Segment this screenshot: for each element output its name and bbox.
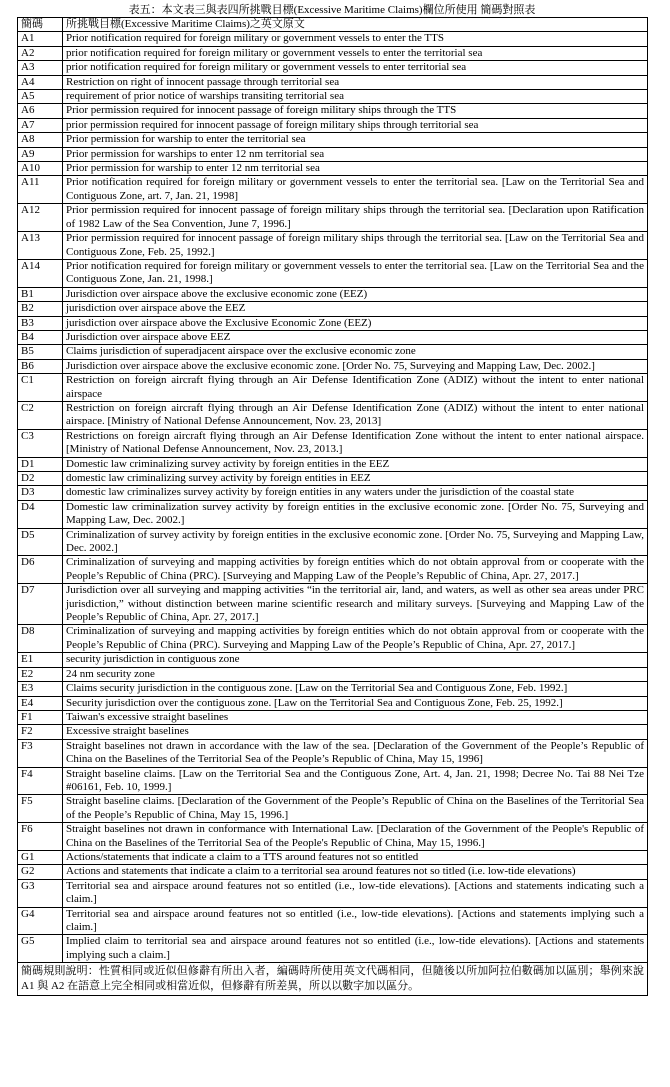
table-row [18, 232, 648, 260]
row-code: A5 [18, 90, 63, 104]
table-row [18, 500, 648, 528]
table-row [18, 259, 648, 287]
table-row [18, 147, 648, 161]
row-description: prior notification required for foreign military or government vessels to enter territorial sea [63, 61, 648, 75]
table-row [18, 667, 648, 681]
table-row [18, 865, 648, 879]
row-code: F6 [18, 823, 63, 851]
row-description: Jurisdiction over all surveying and mapping activities “in the territorial air, land, and waters, as well as other sea areas under PRC jurisdiction,” without distinction between marine scientific research and military surveys. [Surveying and Mapping Law of the People’s Republic of China, Apr. 27, 2017.] [63, 584, 648, 625]
table-title: 表五：本文表三與表四所挑戰目標(Excessive Maritime Claims)欄位所使用 簡碼對照表 [128, 4, 536, 16]
row-code: B5 [18, 345, 63, 359]
row-description: Jurisdiction over airspace above the exclusive economic zone (EEZ) [63, 287, 648, 301]
table-row [18, 739, 648, 767]
row-description: Taiwan's excessive straight baselines [63, 710, 648, 724]
table-row [18, 907, 648, 935]
table-body [18, 32, 648, 963]
table-row [18, 879, 648, 907]
row-description: Domestic law criminalization survey activity by foreign entities in the exclusive economic zone. [Order No. 75, Surveying and Mapping Law, Dec. 2002.] [63, 500, 648, 528]
row-description: Restriction on foreign aircraft flying through an Air Defense Identification Zone (ADIZ) without the intent to enter national airspace [63, 374, 648, 402]
table-row [18, 472, 648, 486]
row-code: B3 [18, 316, 63, 330]
row-code: D5 [18, 528, 63, 556]
table-row [18, 725, 648, 739]
row-code: C2 [18, 401, 63, 429]
table-row [18, 457, 648, 471]
row-code: E2 [18, 667, 63, 681]
row-description: prior notification required for foreign military or government vessels to enter the territorial sea [63, 46, 648, 60]
table-row [18, 795, 648, 823]
row-description: Criminalization of survey activity by foreign entities in the exclusive economic zone. [Order No. 75, Surveying and Mapping Law, Dec. 2002.] [63, 528, 648, 556]
row-description: Straight baselines not drawn in accordance with the law of the sea. [Declaration of the Government of the People’s Republic of China on the Baselines of the Territorial Sea of the People’s Republic of China, May 15, 1996] [63, 739, 648, 767]
row-description: Prior permission for warships to enter 12 nm territorial sea [63, 147, 648, 161]
row-description: Straight baseline claims. [Declaration of the Government of the People’s Republic of China on the Baselines of the Territorial Sea of the People’s Republic of China, May 15, 1996.] [63, 795, 648, 823]
table-row [18, 176, 648, 204]
table-row [18, 584, 648, 625]
table-row [18, 32, 648, 46]
row-description: Straight baseline claims. [Law on the Territorial Sea and the Contiguous Zone, Art. 4, Jan. 21, 1998; Decree No. Tai 88 Nei Tze #06161, Feb. 10, 1999.] [63, 767, 648, 795]
table-row [18, 104, 648, 118]
row-code: G4 [18, 907, 63, 935]
row-description: Prior notification required for foreign military or government vessels to enter the territorial sea. [Law on the Territorial Sea and the Contiguous Zone, Jan. 21, 1998.] [63, 259, 648, 287]
row-code: G2 [18, 865, 63, 879]
table-row [18, 767, 648, 795]
row-code: A11 [18, 176, 63, 204]
table-row [18, 486, 648, 500]
row-description: Prior permission required for innocent passage of foreign military ships through the TTS [63, 104, 648, 118]
table-row [18, 682, 648, 696]
row-code: A1 [18, 32, 63, 46]
row-code: F2 [18, 725, 63, 739]
row-code: F4 [18, 767, 63, 795]
row-code: A4 [18, 75, 63, 89]
row-description: Criminalization of surveying and mapping activities by foreign entities which do not obtain approval from or cooperate with the People’s Republic of China (PRC). [Surveying and Mapping Law of the People’s Republic of China, Apr. 27, 2017.] [63, 556, 648, 584]
row-description: Actions and statements that indicate a claim to a territorial sea around features not so titled (i.e. low-tide elevations) [63, 865, 648, 879]
row-code: A9 [18, 147, 63, 161]
row-description: Domestic law criminalizing survey activity by foreign entities in the EEZ [63, 457, 648, 471]
row-code: E1 [18, 653, 63, 667]
row-description: prior permission required for innocent passage of foreign military ships through territorial sea [63, 118, 648, 132]
row-code: D3 [18, 486, 63, 500]
row-description: Territorial sea and airspace around features not so entitled (i.e., low-tide elevations). [Actions and statements indicating such a claim.] [63, 879, 648, 907]
row-code: B6 [18, 359, 63, 373]
table-row [18, 625, 648, 653]
row-description: Actions/statements that indicate a claim to a TTS around features not so entitled [63, 850, 648, 864]
row-description: Jurisdiction over airspace above the exclusive economic zone. [Order No. 75, Surveying and Mapping Law, Dec. 2002.] [63, 359, 648, 373]
row-code: A2 [18, 46, 63, 60]
coding-rule-note: 簡碼規則說明：性質相同或近似但修辭有所出入者，編碼時所使用英文代碼相同，但隨後以所加阿拉伯數碼加以區別；舉例來說 A1 與 A2 在語意上完全相同或相當近似，但修辭有所差異，所以以數字加以區分。 [18, 963, 648, 996]
row-code: D7 [18, 584, 63, 625]
table-row [18, 46, 648, 60]
table-row [18, 61, 648, 75]
row-code: F3 [18, 739, 63, 767]
table-row [18, 374, 648, 402]
row-description: jurisdiction over airspace above the EEZ [63, 302, 648, 316]
table-row [18, 556, 648, 584]
table-row [18, 90, 648, 104]
row-description: Excessive straight baselines [63, 725, 648, 739]
table-row [18, 345, 648, 359]
row-description: Straight baselines not drawn in conformance with International Law. [Declaration of the Government of the People's Republic of China on the Baselines of the Territorial Sea of the People's Republic of China, May 15, 1996.] [63, 823, 648, 851]
row-code: F5 [18, 795, 63, 823]
row-code: A6 [18, 104, 63, 118]
row-description: Restriction on foreign aircraft flying through an Air Defense Identification Zone (ADIZ) without the intent to enter national airspace. [Ministry of National Defense Announcement, Nov. 23, 2013] [63, 401, 648, 429]
row-code: E3 [18, 682, 63, 696]
row-description: jurisdiction over airspace above the Exclusive Economic Zone (EEZ) [63, 316, 648, 330]
table-row [18, 316, 648, 330]
row-description: Territorial sea and airspace around features not so entitled (i.e., low-tide elevations). [Actions and statements implying such a claim.] [63, 907, 648, 935]
table-row [18, 528, 648, 556]
row-code: G5 [18, 935, 63, 963]
row-code: B2 [18, 302, 63, 316]
row-code: A10 [18, 162, 63, 176]
row-description: Restrictions on foreign aircraft flying through an Air Defense Identification Zone without the intent to enter national airspace. [Ministry of National Defense Announcement, Nov. 23, 2013.] [63, 429, 648, 457]
table-row [18, 162, 648, 176]
table-row [18, 118, 648, 132]
row-description: Prior notification required for foreign military or government vessels to enter the TTS [63, 32, 648, 46]
row-description: domestic law criminalizing survey activity by foreign entities in EEZ [63, 472, 648, 486]
row-description: security jurisdiction in contiguous zone [63, 653, 648, 667]
row-code: G3 [18, 879, 63, 907]
row-code: C3 [18, 429, 63, 457]
row-code: A3 [18, 61, 63, 75]
row-code: A8 [18, 133, 63, 147]
row-code: D2 [18, 472, 63, 486]
table-row [18, 75, 648, 89]
table-row [18, 330, 648, 344]
table-row [18, 302, 648, 316]
row-description: Prior notification required for foreign military or government vessels to enter the territorial sea. [Law on the Territorial Sea and Contiguous Zone, art. 7, Jan. 21, 1998] [63, 176, 648, 204]
row-description: Prior permission for warship to enter 12 nm territorial sea [63, 162, 648, 176]
row-code: E4 [18, 696, 63, 710]
row-description: Prior permission required for innocent passage of foreign military ships through the territorial sea. [Law on the Territorial Sea and Contiguous Zone, Feb. 25, 1992.] [63, 232, 648, 260]
row-code: G1 [18, 850, 63, 864]
header-description: 所挑戰目標(Excessive Maritime Claims)之英文原文 [63, 18, 648, 32]
table-row [18, 653, 648, 667]
row-code: A13 [18, 232, 63, 260]
row-description: Claims jurisdiction of superadjacent airspace over the exclusive economic zone [63, 345, 648, 359]
row-description: Prior permission for warship to enter the territorial sea [63, 133, 648, 147]
table-row [18, 204, 648, 232]
row-code: D1 [18, 457, 63, 471]
table-row [18, 935, 648, 963]
table-header-row [18, 18, 648, 32]
table-row [18, 710, 648, 724]
row-description: Prior permission required for innocent passage of foreign military ships through the territorial sea. [Declaration upon Ratification of 1982 Law of the Sea Convention, June 7, 1996.] [63, 204, 648, 232]
row-code: F1 [18, 710, 63, 724]
row-description: 24 nm security zone [63, 667, 648, 681]
table-row [18, 823, 648, 851]
table-row [18, 133, 648, 147]
row-code: D6 [18, 556, 63, 584]
row-code: D4 [18, 500, 63, 528]
row-code: B1 [18, 287, 63, 301]
row-description: requirement of prior notice of warships transiting territorial sea [63, 90, 648, 104]
note-row [18, 963, 648, 996]
header-code: 簡碼 [18, 18, 63, 32]
code-reference-table [17, 17, 648, 996]
table-row [18, 401, 648, 429]
row-description: Claims security jurisdiction in the contiguous zone. [Law on the Territorial Sea and Contiguous Zone, Feb. 1992.] [63, 682, 648, 696]
row-code: A7 [18, 118, 63, 132]
row-description: Criminalization of surveying and mapping activities by foreign entities which do not obtain approval from or cooperate with the People’s Republic of China (PRC). Surveying and Mapping Law of the People’s Republic of China, Apr. 27, 2017.] [63, 625, 648, 653]
row-code: C1 [18, 374, 63, 402]
document-page [17, 4, 647, 996]
table-row [18, 429, 648, 457]
table-row [18, 850, 648, 864]
row-description: Jurisdiction over airspace above EEZ [63, 330, 648, 344]
row-description: Restriction on right of innocent passage through territorial sea [63, 75, 648, 89]
table-row [18, 287, 648, 301]
row-description: Security jurisdiction over the contiguous zone. [Law on the Territorial Sea and Contiguous Zone, Feb. 25, 1992.] [63, 696, 648, 710]
row-description: Implied claim to territorial sea and airspace around features not so entitled (i.e., low-tide elevations). [Actions and statements implying such a claim.] [63, 935, 648, 963]
row-description: domestic law criminalizes survey activity by foreign entities in any waters under the jurisdiction of the coastal state [63, 486, 648, 500]
table-row [18, 359, 648, 373]
row-code: A12 [18, 204, 63, 232]
table-row [18, 696, 648, 710]
row-code: A14 [18, 259, 63, 287]
row-code: D8 [18, 625, 63, 653]
row-code: B4 [18, 330, 63, 344]
